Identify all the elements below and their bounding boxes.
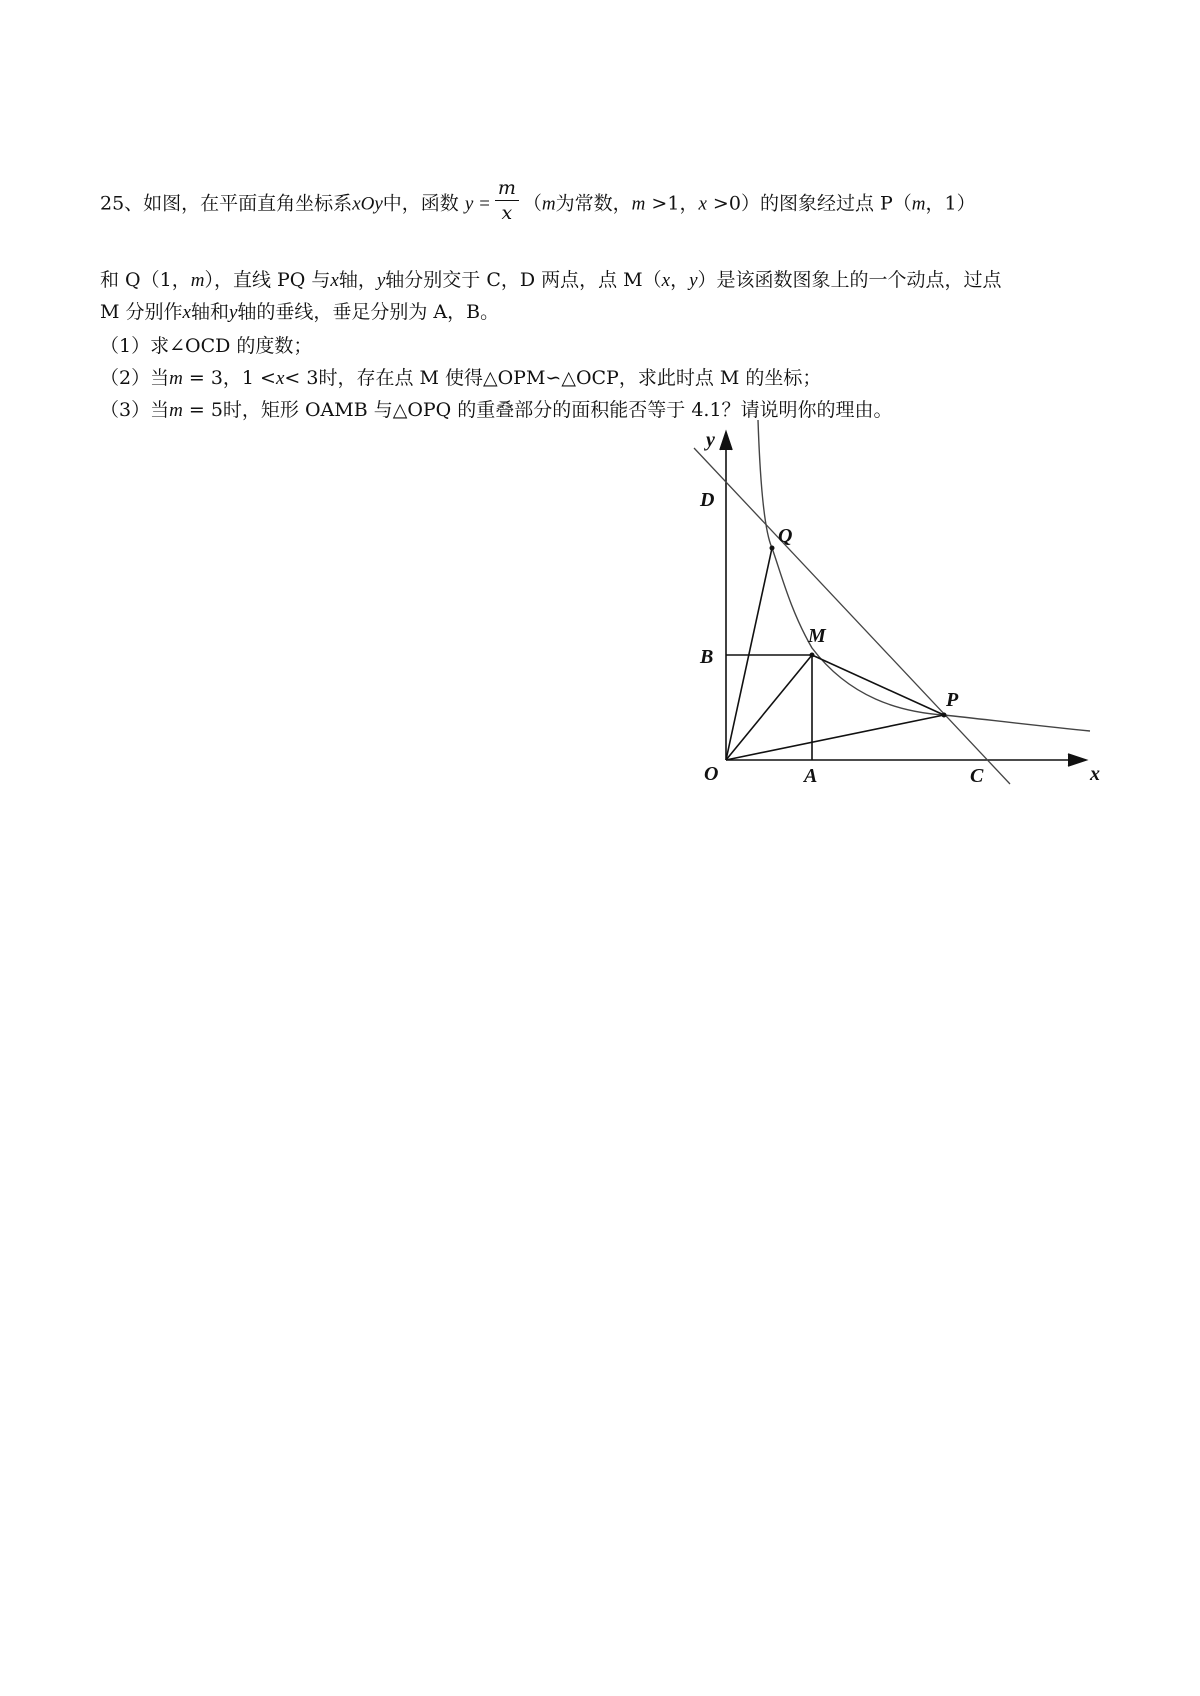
label-p: P <box>946 689 959 711</box>
math-var: y <box>376 270 386 291</box>
math-var: x <box>698 193 707 215</box>
segment-mp <box>812 655 944 715</box>
label-o: O <box>704 763 719 785</box>
text-segment: 轴和 <box>190 301 229 323</box>
text-segment: >1， <box>645 192 699 215</box>
x-axis-arrow <box>1068 754 1086 766</box>
text-segment: 轴分别交于 C，D 两点，点 M（ <box>385 269 662 291</box>
math-var: m <box>911 193 926 215</box>
text-segment: 25、如图，在平面直角坐标系 <box>100 192 353 215</box>
point-p <box>942 713 947 718</box>
math-var: x <box>330 270 339 291</box>
problem-line-2 <box>100 268 1002 293</box>
geometry-figure <box>690 420 1110 790</box>
text-segment: ，1） <box>925 192 976 215</box>
math-var: m <box>541 193 556 215</box>
fraction-denominator: x <box>501 202 513 224</box>
math-var: x <box>182 302 191 323</box>
segment-oq <box>726 548 772 760</box>
text-segment: 为常数， <box>555 192 632 215</box>
text-segment: = 3，1 < <box>182 367 276 389</box>
label-d: D <box>700 489 715 511</box>
segment-op <box>726 715 944 760</box>
math-var: m <box>631 193 646 215</box>
problem-line-1 <box>100 177 976 229</box>
y-axis-arrow <box>720 432 732 450</box>
text-segment: ， <box>670 269 690 291</box>
label-q: Q <box>778 525 793 547</box>
text-segment: ），直线 PQ 与 <box>204 269 331 291</box>
label-b: B <box>700 646 714 668</box>
label-x: x <box>1090 763 1100 785</box>
text-segment: M 分别作 <box>100 301 183 323</box>
hyperbola-curve <box>758 420 1090 731</box>
point-q <box>770 546 775 551</box>
label-y: y <box>706 429 715 451</box>
text-segment: 和 Q（1， <box>100 269 191 291</box>
fraction <box>495 176 519 225</box>
problem-line-3 <box>100 300 499 325</box>
math-var: xOy <box>352 193 383 215</box>
point-m <box>810 653 815 658</box>
text-segment: 轴， <box>338 269 377 291</box>
label-a: A <box>804 765 818 787</box>
text-segment: （1）求∠OCD 的度数； <box>100 335 313 357</box>
text-segment: >0 <box>706 192 741 215</box>
text-segment: 轴的垂线，垂足分别为 A，B。 <box>237 301 500 323</box>
fraction-numerator: m <box>495 176 519 201</box>
math-var: x <box>661 270 671 291</box>
text-segment: （ <box>522 192 542 215</box>
math-expr: y = <box>464 193 491 215</box>
question-2 <box>100 366 821 391</box>
math-var: m <box>169 368 183 389</box>
label-c: C <box>970 765 984 787</box>
text-segment: 中，函数 <box>382 192 459 215</box>
math-var: m <box>169 400 183 421</box>
question-1 <box>100 334 312 358</box>
text-segment: = 5时，矩形 OAMB 与△OPQ 的重叠部分的面积能否等于 4.1？请说明你的理由。 <box>182 399 893 421</box>
text-segment: ）的图象经过点 P（ <box>740 192 912 215</box>
text-segment: < 3时，存在点 M 使得△OPM∽△OCP，求此时点 M 的坐标； <box>284 367 822 389</box>
text-segment: （2）当 <box>100 367 170 389</box>
math-var: m <box>190 270 205 291</box>
math-var: y <box>689 270 698 291</box>
text-segment: ）是该函数图象上的一个动点，过点 <box>697 269 1002 291</box>
label-m: M <box>808 625 826 647</box>
text-segment: （3）当 <box>100 399 170 421</box>
math-var: y <box>228 302 238 323</box>
math-var: x <box>275 368 285 389</box>
